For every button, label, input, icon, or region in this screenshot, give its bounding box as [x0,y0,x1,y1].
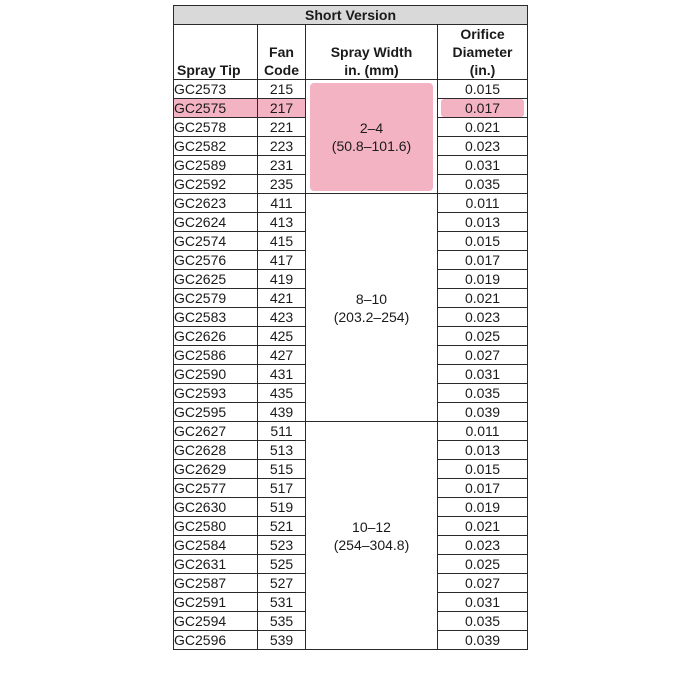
spray-tip-cell: GC2624 [174,213,258,232]
fan-code-cell: 413 [258,213,306,232]
fan-code-cell: 439 [258,403,306,422]
orifice-diameter-cell: 0.015 [438,460,528,479]
fan-code-cell: 215 [258,80,306,99]
spray-tip-cell: GC2587 [174,574,258,593]
fan-code-cell: 523 [258,536,306,555]
table-title: Short Version [174,6,528,25]
spray-tip-cell: GC2596 [174,631,258,650]
spray-width-content [306,290,437,326]
table-row [174,422,528,441]
spray-tip-cell: GC2593 [174,384,258,403]
orifice-diameter-cell: 0.013 [438,213,528,232]
fan-code-cell: 527 [258,574,306,593]
spray-width-inches: 2–4 [359,119,384,136]
header-orifice-line1: Orifice [460,26,505,42]
fan-code-cell: 517 [258,479,306,498]
fan-code-cell: 421 [258,289,306,308]
orifice-diameter-cell: 0.023 [438,308,528,327]
spray-tip-cell: GC2594 [174,612,258,631]
spray-tip-cell: GC2586 [174,346,258,365]
orifice-diameter-cell: 0.031 [438,365,528,384]
fan-code-cell: 539 [258,631,306,650]
orifice-diameter-cell: 0.035 [438,384,528,403]
orifice-diameter-cell: 0.019 [438,498,528,517]
orifice-diameter-cell: 0.021 [438,517,528,536]
spray-width-inches: 10–12 [352,518,391,535]
header-fan-code-line2: Code [264,62,299,78]
header-fan-code [258,25,306,80]
orifice-diameter-cell: 0.027 [438,346,528,365]
spray-tip-cell: GC2578 [174,118,258,137]
orifice-diameter-cell: 0.013 [438,441,528,460]
orifice-diameter-cell: 0.027 [438,574,528,593]
spray-width-cell [306,194,438,422]
orifice-diameter-cell: 0.015 [438,80,528,99]
spray-width-cell [306,80,438,194]
spray-width-inches: 8–10 [355,290,388,307]
orifice-diameter-cell: 0.021 [438,118,528,137]
spray-tip-cell: GC2580 [174,517,258,536]
spray-tip-cell: GC2591 [174,593,258,612]
orifice-diameter-cell: 0.039 [438,631,528,650]
spray-tip-cell: GC2574 [174,232,258,251]
spray-width-highlight [310,83,433,191]
spray-tip-cell: GC2623 [174,194,258,213]
fan-code-cell: 221 [258,118,306,137]
fan-code-cell: 511 [258,422,306,441]
spray-tip-cell: GC2583 [174,308,258,327]
fan-code-cell: 423 [258,308,306,327]
spray-tip-cell: GC2575 [174,99,258,118]
fan-code-cell: 415 [258,232,306,251]
spray-tip-cell: GC2584 [174,536,258,555]
spray-tip-cell: GC2582 [174,137,258,156]
spray-width-content [306,518,437,554]
fan-code-cell: 519 [258,498,306,517]
fan-code-cell: 513 [258,441,306,460]
spray-tip-cell: GC2629 [174,460,258,479]
orifice-diameter-cell: 0.039 [438,403,528,422]
spray-width-mm: (254–304.8) [333,536,410,553]
title-row [174,6,528,25]
orifice-diameter-cell: 0.019 [438,270,528,289]
spray-tip-cell: GC2579 [174,289,258,308]
spray-tip-cell: GC2592 [174,175,258,194]
header-orifice-line2: Diameter [452,44,513,60]
spray-tip-cell: GC2595 [174,403,258,422]
table-row [174,194,528,213]
orifice-diameter-cell: 0.025 [438,555,528,574]
spray-tip-cell: GC2577 [174,479,258,498]
spray-tip-cell: GC2630 [174,498,258,517]
spray-tip-cell: GC2625 [174,270,258,289]
orifice-diameter-cell: 0.031 [438,156,528,175]
orifice-diameter-cell: 0.031 [438,593,528,612]
spray-tip-cell: GC2626 [174,327,258,346]
header-spray-width-line2: in. (mm) [344,62,399,78]
fan-code-cell: 531 [258,593,306,612]
header-spray-width [306,25,438,80]
fan-code-cell: 535 [258,612,306,631]
fan-code-cell: 525 [258,555,306,574]
orifice-diameter-cell: 0.025 [438,327,528,346]
fan-code-cell: 425 [258,327,306,346]
orifice-diameter-cell: 0.017 [438,479,528,498]
orifice-diameter-cell: 0.015 [438,232,528,251]
orifice-diameter-cell: 0.035 [438,612,528,631]
fan-code-cell: 417 [258,251,306,270]
header-orifice-line3: (in.) [469,62,496,78]
fan-code-cell: 521 [258,517,306,536]
fan-code-cell: 427 [258,346,306,365]
fan-code-cell: 223 [258,137,306,156]
orifice-diameter-cell: 0.021 [438,289,528,308]
header-orifice-diameter [438,25,528,80]
fan-code-cell: 435 [258,384,306,403]
orifice-diameter-cell: 0.017 [438,251,528,270]
spray-tip-table [173,5,528,650]
orifice-diameter-cell: 0.023 [438,137,528,156]
header-fan-code-line1: Fan [269,44,294,60]
orifice-diameter-highlight: 0.017 [441,99,524,117]
table-body [174,80,528,650]
spray-width-mm: (50.8–101.6) [331,137,412,154]
header-row [174,25,528,80]
fan-code-cell: 217 [258,99,306,118]
header-spray-tip-label: Spray Tip [177,62,241,78]
fan-code-cell: 515 [258,460,306,479]
spray-tip-cell: GC2576 [174,251,258,270]
spray-tip-cell: GC2590 [174,365,258,384]
spray-tip-cell: GC2631 [174,555,258,574]
header-spray-tip [174,25,258,80]
fan-code-cell: 235 [258,175,306,194]
spray-tip-cell: GC2573 [174,80,258,99]
orifice-diameter-cell: 0.011 [438,194,528,213]
fan-code-cell: 411 [258,194,306,213]
orifice-diameter-cell: 0.011 [438,422,528,441]
header-spray-width-line1: Spray Width [330,44,413,60]
fan-code-cell: 231 [258,156,306,175]
spray-tip-cell: GC2628 [174,441,258,460]
table-row [174,80,528,99]
spray-tip-cell: GC2589 [174,156,258,175]
orifice-diameter-cell [438,99,528,118]
orifice-diameter-cell: 0.023 [438,536,528,555]
spray-width-cell [306,422,438,650]
spray-tip-cell: GC2627 [174,422,258,441]
fan-code-cell: 431 [258,365,306,384]
orifice-diameter-cell: 0.035 [438,175,528,194]
fan-code-cell: 419 [258,270,306,289]
spray-width-mm: (203.2–254) [333,308,410,325]
